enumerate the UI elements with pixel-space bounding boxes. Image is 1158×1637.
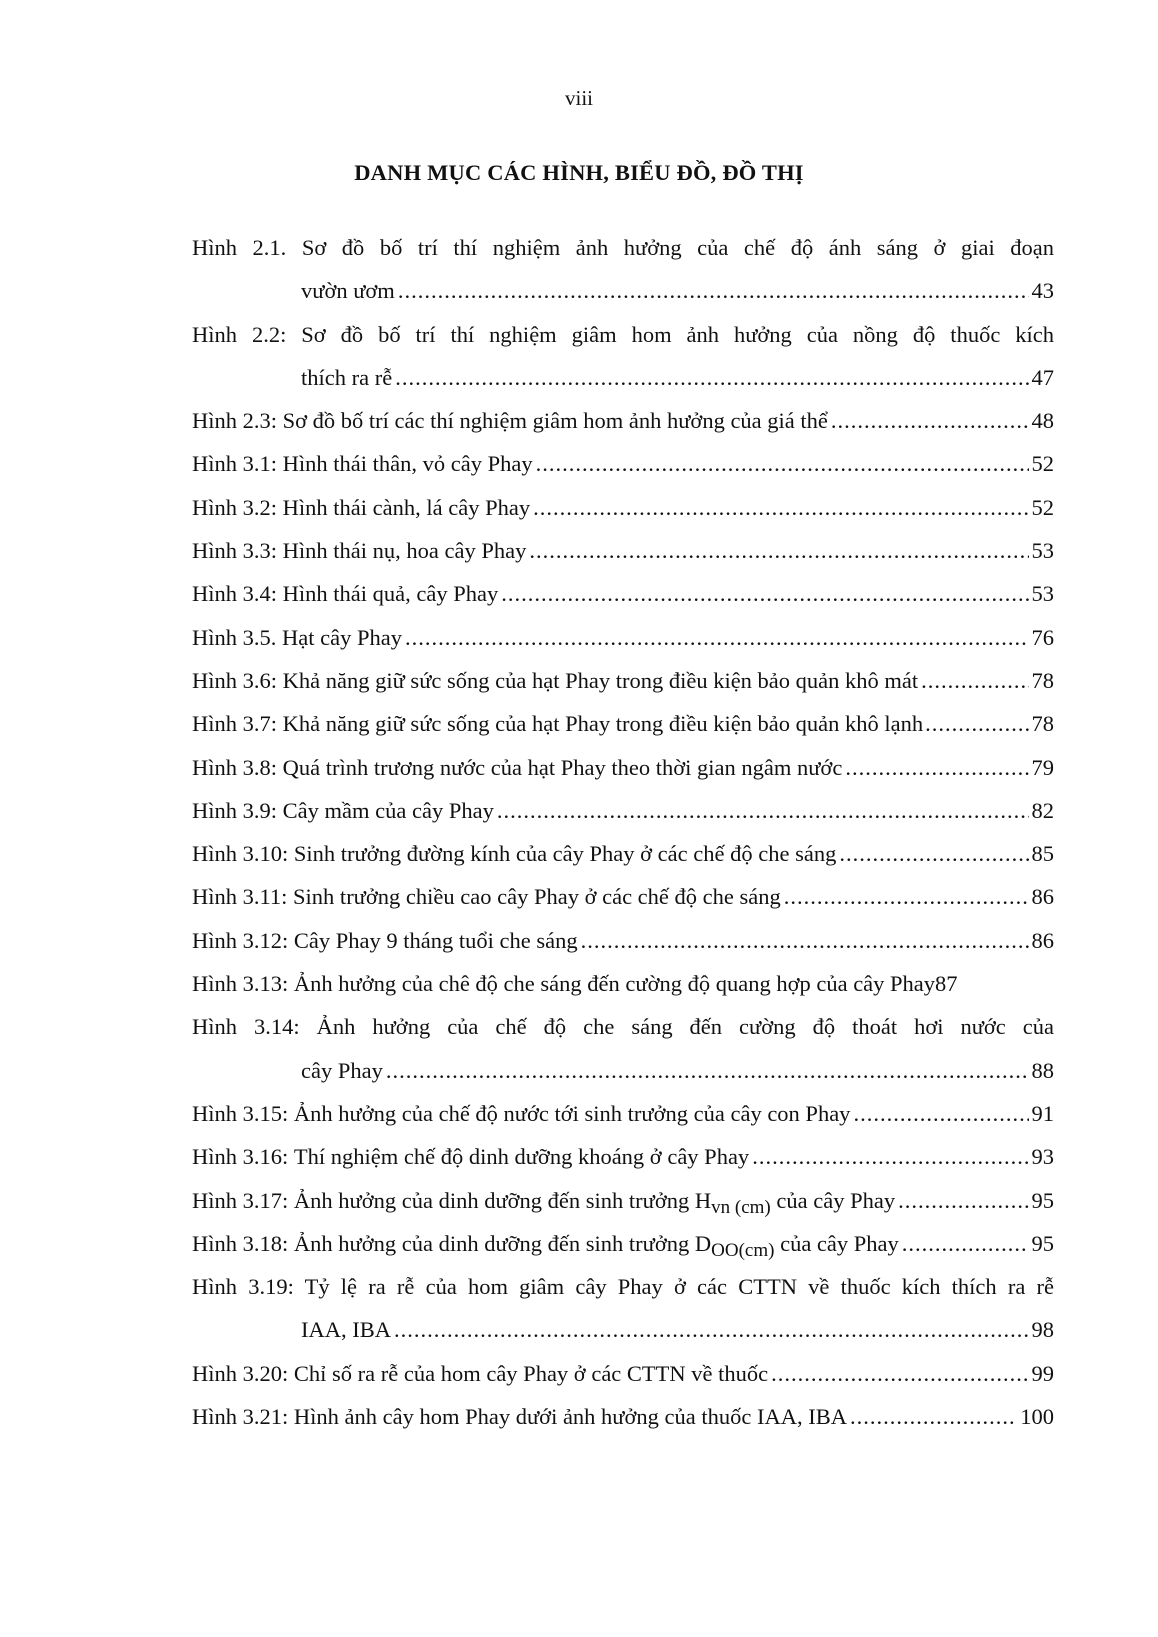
entry-label: Hình 3.21: xyxy=(192,1404,289,1430)
list-item xyxy=(192,616,1054,659)
entry-first-line: Hình 2.1. Sơ đồ bố trí thí nghiệm ảnh hưởng của chế độ ánh sáng ở giai đoạn xyxy=(192,235,1055,260)
entry-label: Hình 3.1: xyxy=(192,451,278,477)
subscript: vn (cm) xyxy=(711,1196,771,1218)
list-item xyxy=(192,875,1054,918)
list-item xyxy=(192,919,1054,962)
entry-text: Sinh trưởng chiều cao cây Phay ở các chế độ che sáng xyxy=(293,884,781,910)
page-ref: 78 xyxy=(1031,667,1054,693)
entry-text: Thí nghiệm chế độ dinh dưỡng khoáng ở cây Phay xyxy=(293,1144,750,1170)
entry-label: Hình 2.3: xyxy=(192,408,278,434)
entry-label: Hình 3.16: xyxy=(192,1144,289,1170)
dot-leader xyxy=(536,442,1029,485)
dot-leader xyxy=(529,529,1028,572)
entry-text: Ảnh hưởng của dinh dưỡng đến sinh trưởng $D_{OO(cm)}$ của cây Phay xyxy=(293,1230,899,1261)
dot-leader xyxy=(925,702,1029,745)
entry-label: Hình 3.17: xyxy=(192,1187,289,1213)
page-ref: 76 xyxy=(1031,624,1054,650)
page-ref: 95 xyxy=(1031,1230,1054,1256)
list-item xyxy=(192,313,1054,400)
list-item xyxy=(192,1135,1054,1178)
page-ref: 85 xyxy=(1031,841,1054,867)
page-ref: 43 xyxy=(1031,278,1054,304)
dot-leader xyxy=(839,832,1028,875)
page-ref: 53 xyxy=(1031,581,1054,607)
page-title: DANH MỤC CÁC HÌNH, BIỂU ĐỒ, ĐỒ THỊ xyxy=(354,160,804,185)
dot-leader xyxy=(395,356,1028,399)
dot-leader xyxy=(902,1222,1029,1265)
entry-first-line: Hình 3.19: Tỷ lệ ra rễ của hom giâm cây Phay ở các CTTN về thuốc kích thích ra rễ xyxy=(192,1274,1055,1300)
entry-label: Hình 3.10: xyxy=(192,841,289,867)
page-ref: 86 xyxy=(1031,884,1054,910)
entry-label: Hình 3.2: xyxy=(192,494,278,520)
list-item xyxy=(192,832,1054,875)
dot-leader xyxy=(771,1352,1028,1395)
page-ref: 100 xyxy=(1020,1404,1054,1430)
entry-label: Hình 3.6: xyxy=(192,667,278,693)
list-item xyxy=(192,1352,1054,1395)
dot-leader xyxy=(533,486,1028,529)
page-ref: 87 xyxy=(935,971,958,997)
page-ref: 78 xyxy=(1031,711,1054,737)
entry-text: Cây Phay 9 tháng tuổi che sáng xyxy=(293,927,578,953)
dot-leader xyxy=(831,399,1029,442)
entry-continuation: vườn ươm xyxy=(301,278,395,304)
list-item xyxy=(192,486,1054,529)
entry-label: Hình 3.9: xyxy=(192,797,278,823)
entry-text: Quá trình trương nước của hạt Phay theo thời gian ngâm nước xyxy=(282,754,843,780)
entry-continuation: cây Phay xyxy=(301,1057,383,1083)
list-item xyxy=(192,226,1054,313)
entry-text: Hình thái cành, lá cây Phay xyxy=(282,494,531,520)
dot-leader xyxy=(898,1179,1028,1222)
entry-text: Ảnh hưởng của chê độ che sáng đến cường độ quang hợp của cây Phay xyxy=(293,971,936,997)
list-item xyxy=(192,1005,1054,1092)
dot-leader xyxy=(501,572,1028,615)
page-ref: 53 xyxy=(1031,538,1054,564)
page-ref: 79 xyxy=(1031,754,1054,780)
dot-leader xyxy=(853,1092,1028,1135)
list-item xyxy=(192,789,1054,832)
entry-text: Ảnh hưởng của dinh dưỡng đến sinh trưởng $H_{vn (cm)}$ của cây Phay xyxy=(293,1187,896,1218)
page-ref: 93 xyxy=(1031,1144,1054,1170)
entry-continuation: IAA, IBA xyxy=(301,1317,391,1343)
entry-label: Hình 3.13: xyxy=(192,971,289,997)
entry-text: Hình thái thân, vỏ cây Phay xyxy=(282,451,533,477)
dot-leader xyxy=(845,746,1028,789)
entry-text: Chỉ số ra rễ của hom cây Phay ở các CTTN về thuốc xyxy=(293,1360,769,1386)
dot-leader xyxy=(850,1395,1017,1438)
list-item xyxy=(192,1265,1054,1352)
list-item xyxy=(192,659,1054,702)
dot-leader xyxy=(921,659,1028,702)
page-ref: 99 xyxy=(1031,1360,1054,1386)
entry-text: Hạt cây Phay xyxy=(282,624,402,650)
page-ref: 47 xyxy=(1031,364,1054,390)
subscript: OO(cm) xyxy=(711,1239,775,1261)
list-item xyxy=(192,702,1054,745)
entry-text: Hình thái nụ, hoa cây Phay xyxy=(282,538,527,564)
dot-leader xyxy=(405,616,1029,659)
entry-continuation: thích ra rễ xyxy=(301,364,393,390)
dot-leader xyxy=(784,875,1029,918)
dot-leader xyxy=(386,1049,1029,1092)
list-item xyxy=(192,1395,1054,1438)
entry-label: Hình 3.7: xyxy=(192,711,278,737)
entry-label: Hình 3.18: xyxy=(192,1230,289,1256)
page-ref: 88 xyxy=(1031,1057,1054,1083)
page-ref: 91 xyxy=(1031,1100,1054,1126)
entry-label: Hình 3.12: xyxy=(192,927,289,953)
entry-label: Hình 3.11: xyxy=(192,884,288,910)
entry-label: Hình 3.15: xyxy=(192,1100,289,1126)
list-item xyxy=(192,442,1054,485)
entry-label: Hình 3.20: xyxy=(192,1360,289,1386)
entry-text: Ảnh hưởng của chế độ nước tới sinh trưởng của cây con Phay xyxy=(293,1100,851,1126)
page-ref: 52 xyxy=(1031,494,1054,520)
figure-list xyxy=(192,226,1054,1438)
page-ref: 86 xyxy=(1031,927,1054,953)
list-item xyxy=(192,1179,1054,1222)
list-item xyxy=(192,572,1054,615)
entry-text: Hình ảnh cây hom Phay dưới ảnh hưởng của thuốc IAA, IBA xyxy=(293,1404,847,1430)
dot-leader xyxy=(752,1135,1028,1178)
entry-first-line: Hình 3.14: Ảnh hưởng của chế độ che sáng đến cường độ thoát hơi nước của xyxy=(192,1014,1055,1040)
page-ref: 95 xyxy=(1031,1187,1054,1213)
list-item xyxy=(192,1222,1054,1265)
list-item xyxy=(192,1092,1054,1135)
entry-label: Hình 3.8: xyxy=(192,754,278,780)
entry-first-line: Hình 2.2: Sơ đồ bố trí thí nghiệm giâm hom ảnh hưởng của nồng độ thuốc kích xyxy=(192,321,1054,347)
page-ref: 48 xyxy=(1031,408,1054,434)
dot-leader xyxy=(497,789,1029,832)
entry-text: Khả năng giữ sức sống của hạt Phay trong điều kiện bảo quản khô lạnh xyxy=(282,711,924,737)
list-item xyxy=(192,746,1054,789)
page-ref: 98 xyxy=(1031,1317,1054,1343)
dot-leader xyxy=(394,1308,1029,1351)
entry-label: Hình 3.5. xyxy=(192,624,277,650)
entry-text: Hình thái quả, cây Phay xyxy=(282,581,499,607)
page-number: viii xyxy=(564,86,593,110)
page-ref: 52 xyxy=(1031,451,1054,477)
entry-text: Khả năng giữ sức sống của hạt Phay trong điều kiện bảo quản khô mát xyxy=(282,667,919,693)
list-item xyxy=(192,399,1054,442)
list-item xyxy=(192,529,1054,572)
entry-text: Sơ đồ bố trí các thí nghiệm giâm hom ảnh hưởng của giá thể xyxy=(282,408,828,434)
list-item xyxy=(192,962,1054,1005)
entry-label: Hình 3.4: xyxy=(192,581,278,607)
entry-text: Cây mầm của cây Phay xyxy=(282,797,494,823)
dot-leader xyxy=(581,919,1029,962)
page-ref: 82 xyxy=(1031,797,1054,823)
entry-label: Hình 3.3: xyxy=(192,538,278,564)
dot-leader xyxy=(398,269,1029,312)
entry-text: Sinh trưởng đường kính của cây Phay ở các chế độ che sáng xyxy=(293,841,837,867)
